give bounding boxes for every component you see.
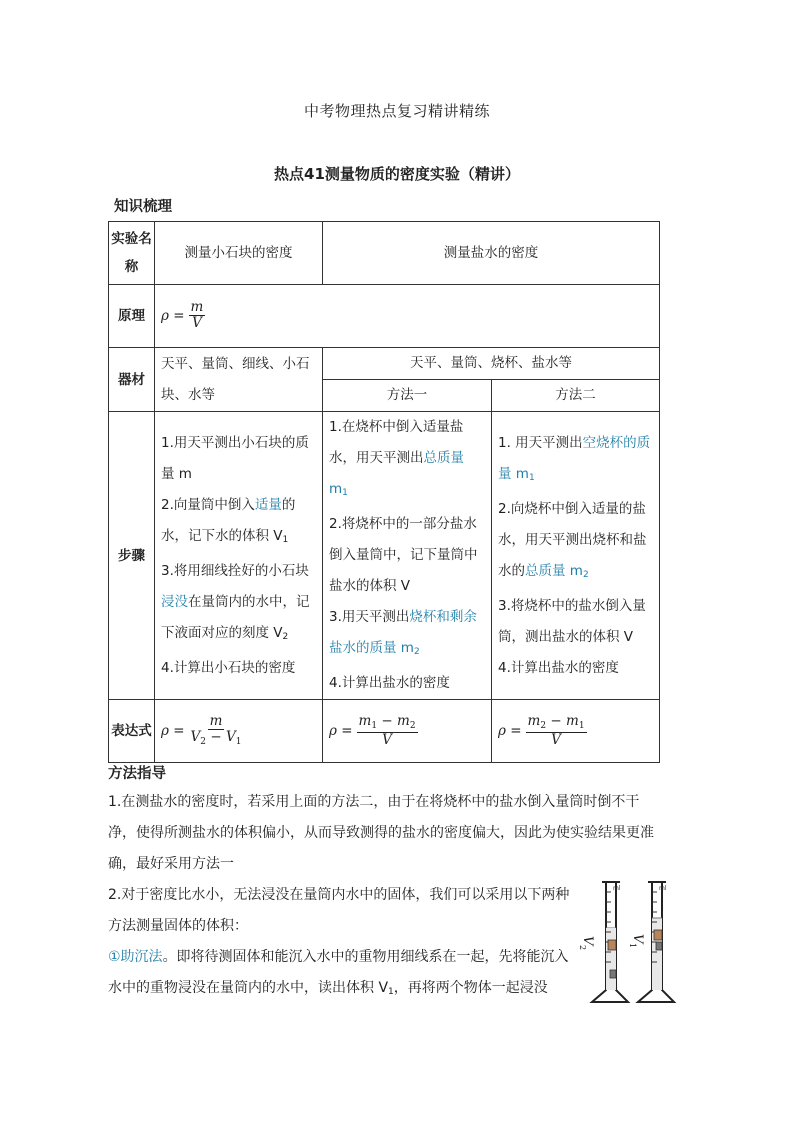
row-expression	[109, 700, 660, 763]
exp-stone: 测量小石块的密度	[155, 222, 323, 285]
knowledge-table	[108, 221, 660, 763]
row-experiment-name	[109, 222, 660, 285]
expression-method-two: ρ = $\frac{m_2 - m_1}{V}$	[492, 700, 660, 763]
method-two-header: 方法二	[492, 380, 660, 412]
unit-label-left: ml	[613, 885, 621, 892]
row-steps	[109, 412, 660, 700]
page-title: 热点41测量物质的密度实验（精讲）	[274, 165, 520, 183]
svg-text:1: 1	[628, 943, 637, 949]
solid-block-left	[608, 940, 616, 950]
equipment-stone: 天平、量筒、细线、小石块、水等	[155, 348, 323, 412]
page-header: 中考物理热点复习精讲精练	[303, 102, 490, 120]
label-v2	[578, 936, 595, 950]
unit-label-right: ml	[659, 885, 667, 892]
expression-stone: ρ = $\frac{m}{V_2 - V_1}$	[155, 700, 323, 763]
sinker-left	[610, 970, 616, 978]
row-equipment-1	[109, 348, 660, 380]
principle-formula: ρ = $\frac{m}{V}$	[155, 285, 660, 348]
label-experiment-name: 实验名称	[109, 222, 155, 285]
sinker-right	[656, 942, 662, 950]
steps-stone: 1.用天平测出小石块的质量 m 2.向量筒中倒入适量的水，记下水的体积 $V_1$ 3.将用细线拴好的小石块浸没在量筒内的水中，记下液面对应的刻度 $V_2$ 4.计算出小石块的密度	[155, 412, 323, 700]
label-equipment: 器材	[109, 348, 155, 412]
method-one-header: 方法一	[323, 380, 492, 412]
svg-text:V: V	[580, 936, 595, 946]
steps-method-two: 1. 用天平测出空烧杯的质量 $m_1$ 2.向烧杯中倒入适量的盐水，用天平测出烧杯和盐水的总质量 $m_2$ 3.将烧杯中的盐水倒入量筒，测出盐水的体积 V 4.计算出盐水的密度	[492, 412, 660, 700]
row-principle	[109, 285, 660, 348]
label-expression: 表达式	[109, 700, 155, 763]
graduated-cylinder-figure	[572, 878, 690, 1010]
paragraph-1: 1.在测盐水的密度时，若采用上面的方法二，由于在将烧杯中的盐水倒入量筒时倒不干净，使得所测盐水的体积偏小，从而导致测得的盐水的密度偏大，因此为使实验结果更准确，最好采用方法一	[108, 794, 654, 872]
solid-block-right	[654, 930, 662, 940]
equipment-saltwater: 天平、量筒、烧杯、盐水等	[323, 348, 660, 380]
paragraph-3: ①助沉法。即将待测固体和能沉入水中的重物用细线系在一起，先将能沉入水中的重物浸没在量筒内的水中，读出体积 $V_1$，再将两个物体一起浸没	[108, 949, 569, 997]
section-heading-knowledge: 知识梳理	[114, 199, 172, 215]
paragraph-2: 2.对于密度比水小，无法浸没在量筒内水中的固体，我们可以采用以下两种方法测量固体的体积：	[108, 887, 570, 934]
section-heading-method: 方法指导	[108, 766, 166, 782]
steps-method-one: 1.在烧杯中倒入适量盐水，用天平测出总质量 $m_1$ 2.将烧杯中的一部分盐水倒入量筒中，记下量筒中盐水的体积 V 3.用天平测出烧杯和剩余盐水的质量 $m_2$ 4.计算出盐水的密度	[323, 412, 492, 700]
label-v1	[628, 934, 645, 948]
exp-saltwater: 测量盐水的密度	[323, 222, 660, 285]
label-steps: 步骤	[109, 412, 155, 700]
expression-method-one: ρ = $\frac{m_1 - m_2}{V}$	[323, 700, 492, 763]
svg-text:2: 2	[578, 945, 587, 951]
svg-text:V: V	[630, 934, 645, 944]
label-principle: 原理	[109, 285, 155, 348]
method-lead-label: ①助沉法	[108, 949, 163, 965]
